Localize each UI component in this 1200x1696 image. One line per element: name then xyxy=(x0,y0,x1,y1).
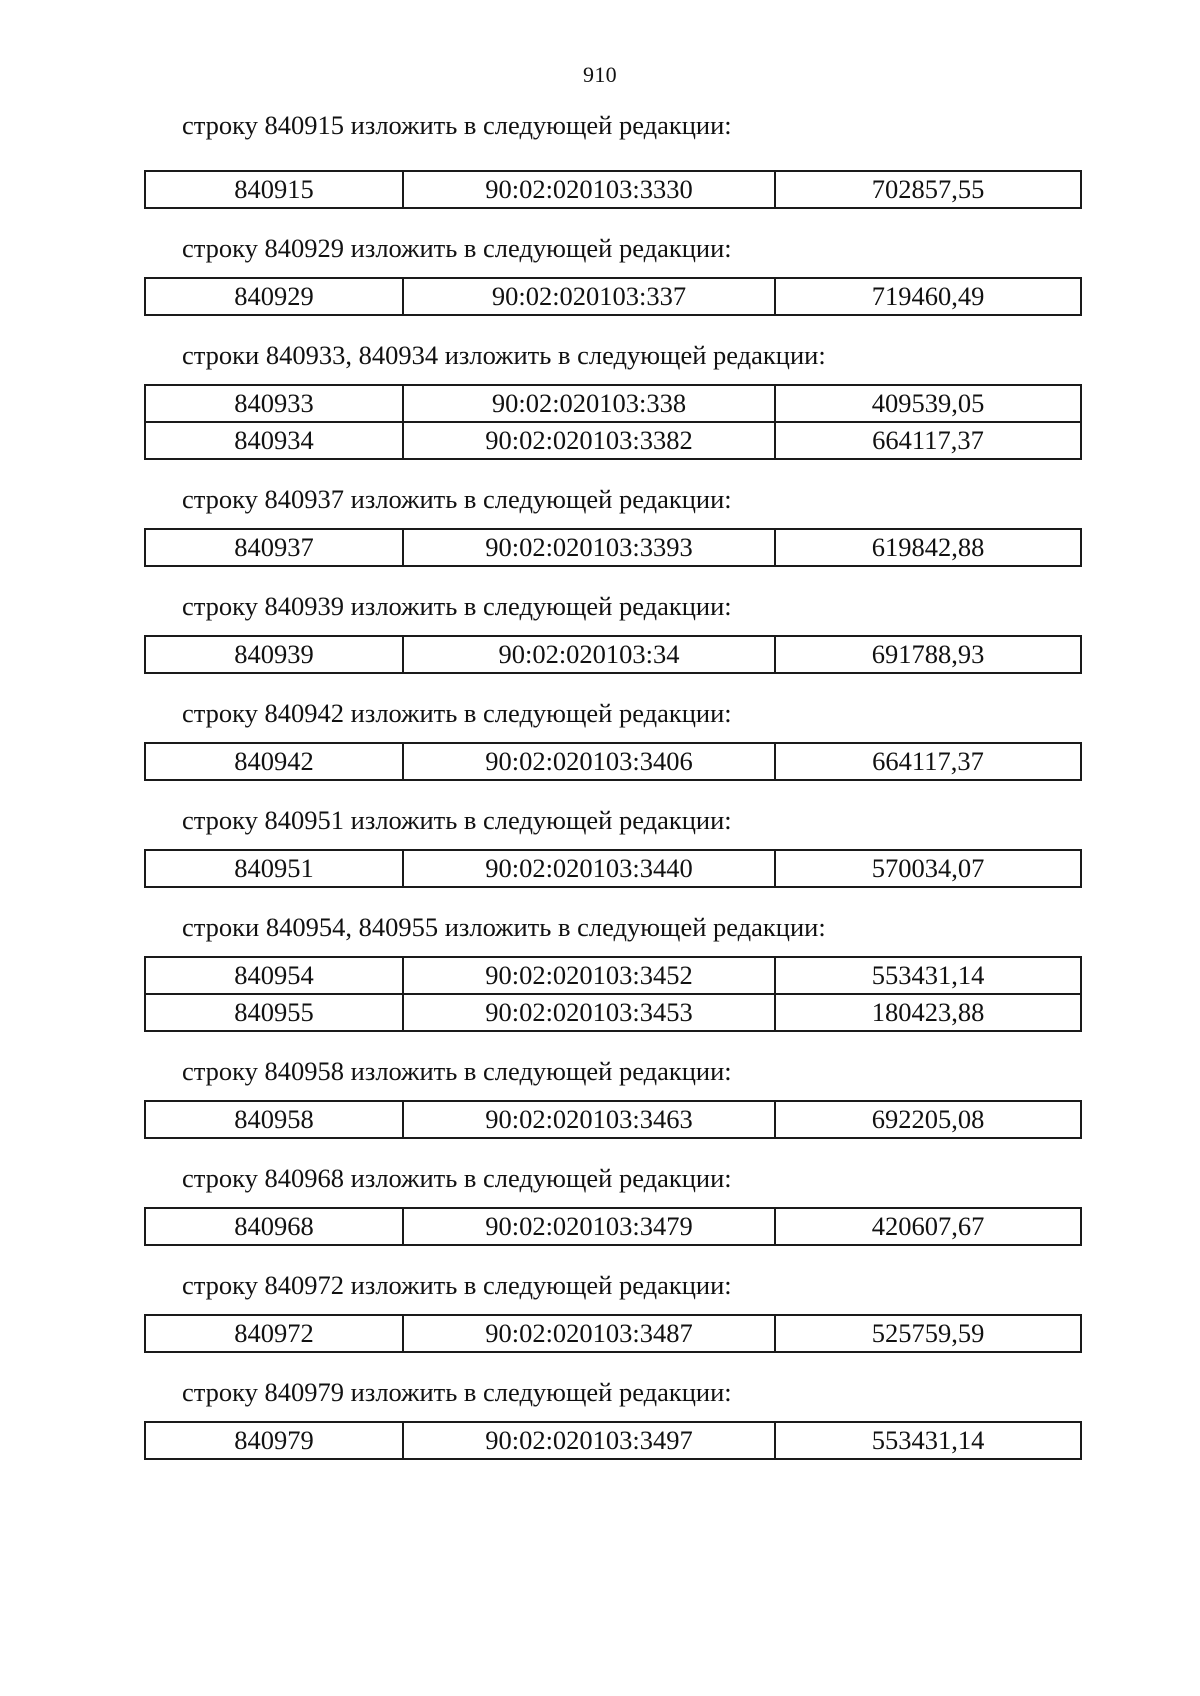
amendment-instruction: строку 840915 изложить в следующей редакции: xyxy=(182,110,732,140)
table-row xyxy=(145,422,1081,459)
amendment-table xyxy=(144,1207,1082,1246)
row-number-cell: 840951 xyxy=(145,850,403,887)
row-number-cell: 840955 xyxy=(145,994,403,1031)
amendment-block xyxy=(144,910,1080,1032)
amendment-block xyxy=(144,1375,1080,1460)
amendment-block xyxy=(144,231,1080,316)
cadastral-value-cell: 409539,05 xyxy=(775,385,1081,422)
amendment-instruction: строки 840933, 840934 изложить в следующей редакции: xyxy=(182,340,826,370)
page-number: 910 xyxy=(583,62,617,87)
cadastral-value-cell: 420607,67 xyxy=(775,1208,1081,1245)
amendment-block xyxy=(144,1268,1080,1353)
cadastral-number-cell: 90:02:020103:338 xyxy=(403,385,775,422)
amendment-instruction: строку 840939 изложить в следующей редакции: xyxy=(182,591,732,621)
amendment-table xyxy=(144,849,1082,888)
amendment-instruction: строку 840968 изложить в следующей редакции: xyxy=(182,1163,732,1193)
amendment-block xyxy=(144,338,1080,460)
cadastral-value-cell: 702857,55 xyxy=(775,171,1081,208)
cadastral-number-cell: 90:02:020103:3452 xyxy=(403,957,775,994)
amendments-list xyxy=(144,108,1080,1482)
cadastral-value-cell: 691788,93 xyxy=(775,636,1081,673)
amendment-table xyxy=(144,1421,1082,1460)
cadastral-value-cell: 570034,07 xyxy=(775,850,1081,887)
amendment-table xyxy=(144,384,1082,460)
cadastral-number-cell: 90:02:020103:3463 xyxy=(403,1101,775,1138)
amendment-table xyxy=(144,1100,1082,1139)
table-row xyxy=(145,1422,1081,1459)
table-row xyxy=(145,171,1081,208)
table-row xyxy=(145,1315,1081,1352)
amendment-table xyxy=(144,1314,1082,1353)
amendment-table xyxy=(144,635,1082,674)
amendment-table xyxy=(144,742,1082,781)
table-row xyxy=(145,636,1081,673)
amendment-instruction: строки 840954, 840955 изложить в следующей редакции: xyxy=(182,912,826,942)
cadastral-number-cell: 90:02:020103:3406 xyxy=(403,743,775,780)
amendment-instruction: строку 840972 изложить в следующей редакции: xyxy=(182,1270,732,1300)
amendment-block xyxy=(144,1161,1080,1246)
amendment-instruction: строку 840937 изложить в следующей редакции: xyxy=(182,484,732,514)
row-number-cell: 840942 xyxy=(145,743,403,780)
cadastral-number-cell: 90:02:020103:3330 xyxy=(403,171,775,208)
cadastral-value-cell: 553431,14 xyxy=(775,1422,1081,1459)
amendment-instruction: строку 840942 изложить в следующей редакции: xyxy=(182,698,732,728)
row-number-cell: 840972 xyxy=(145,1315,403,1352)
table-row xyxy=(145,278,1081,315)
amendment-block xyxy=(144,482,1080,567)
amendment-block xyxy=(144,1054,1080,1139)
table-row xyxy=(145,1101,1081,1138)
amendment-instruction: строку 840951 изложить в следующей редакции: xyxy=(182,805,732,835)
cadastral-number-cell: 90:02:020103:337 xyxy=(403,278,775,315)
table-row xyxy=(145,957,1081,994)
table-row xyxy=(145,1208,1081,1245)
row-number-cell: 840939 xyxy=(145,636,403,673)
cadastral-value-cell: 180423,88 xyxy=(775,994,1081,1031)
cadastral-number-cell: 90:02:020103:3497 xyxy=(403,1422,775,1459)
table-row xyxy=(145,994,1081,1031)
row-number-cell: 840915 xyxy=(145,171,403,208)
cadastral-value-cell: 664117,37 xyxy=(775,422,1081,459)
row-number-cell: 840934 xyxy=(145,422,403,459)
row-number-cell: 840968 xyxy=(145,1208,403,1245)
amendment-instruction: строку 840979 изложить в следующей редакции: xyxy=(182,1377,732,1407)
row-number-cell: 840937 xyxy=(145,529,403,566)
cadastral-number-cell: 90:02:020103:3382 xyxy=(403,422,775,459)
row-number-cell: 840979 xyxy=(145,1422,403,1459)
cadastral-value-cell: 619842,88 xyxy=(775,529,1081,566)
row-number-cell: 840954 xyxy=(145,957,403,994)
amendment-block xyxy=(144,803,1080,888)
cadastral-value-cell: 719460,49 xyxy=(775,278,1081,315)
cadastral-number-cell: 90:02:020103:3479 xyxy=(403,1208,775,1245)
amendment-block xyxy=(144,696,1080,781)
cadastral-value-cell: 553431,14 xyxy=(775,957,1081,994)
table-row xyxy=(145,850,1081,887)
row-number-cell: 840933 xyxy=(145,385,403,422)
table-row xyxy=(145,385,1081,422)
cadastral-value-cell: 525759,59 xyxy=(775,1315,1081,1352)
cadastral-value-cell: 692205,08 xyxy=(775,1101,1081,1138)
cadastral-number-cell: 90:02:020103:3487 xyxy=(403,1315,775,1352)
amendment-table xyxy=(144,277,1082,316)
amendment-block xyxy=(144,108,1080,209)
row-number-cell: 840958 xyxy=(145,1101,403,1138)
table-row xyxy=(145,743,1081,780)
cadastral-number-cell: 90:02:020103:34 xyxy=(403,636,775,673)
cadastral-number-cell: 90:02:020103:3440 xyxy=(403,850,775,887)
amendment-table xyxy=(144,528,1082,567)
table-row xyxy=(145,529,1081,566)
cadastral-number-cell: 90:02:020103:3393 xyxy=(403,529,775,566)
cadastral-number-cell: 90:02:020103:3453 xyxy=(403,994,775,1031)
amendment-table xyxy=(144,956,1082,1032)
amendment-block xyxy=(144,589,1080,674)
row-number-cell: 840929 xyxy=(145,278,403,315)
amendment-table xyxy=(144,170,1082,209)
amendment-instruction: строку 840929 изложить в следующей редакции: xyxy=(182,233,732,263)
cadastral-value-cell: 664117,37 xyxy=(775,743,1081,780)
amendment-instruction: строку 840958 изложить в следующей редакции: xyxy=(182,1056,732,1086)
